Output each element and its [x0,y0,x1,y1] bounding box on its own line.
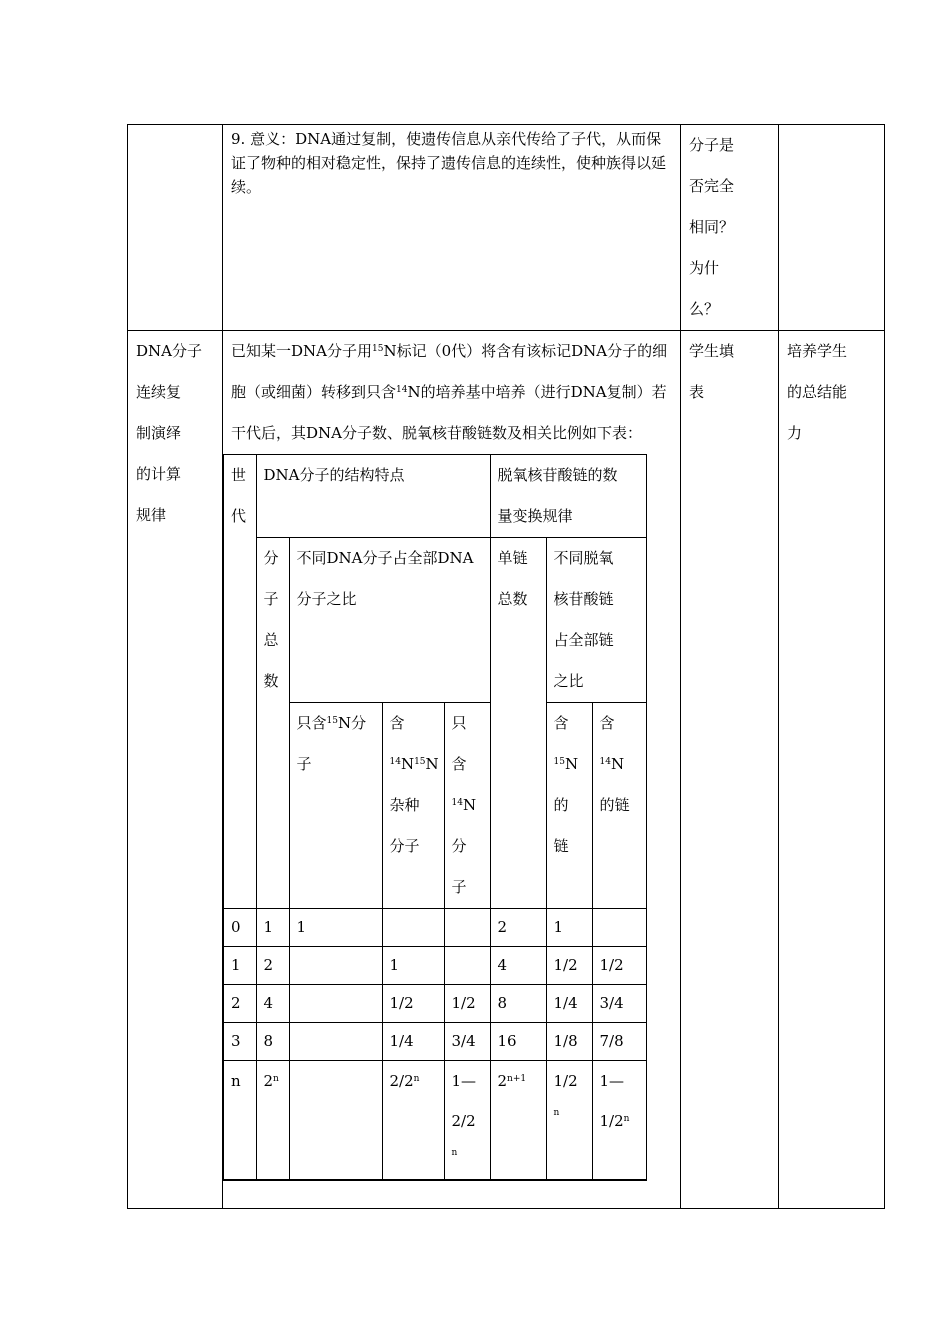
replication-data-table [222,454,647,1181]
header-total-molecules [256,538,289,909]
table-row [223,947,646,985]
header-text: 分 [451,837,467,855]
cell-chains: 2 [490,909,546,947]
header-text: 量变换规律 [497,507,573,525]
header-text: 世 [231,466,247,484]
superscript: n [273,1074,279,1084]
header-text: 的链 [599,796,630,814]
table-row [223,985,646,1023]
header-text: 子 [451,878,467,896]
goal-line: 培养学生 [787,342,848,360]
cell-text: 2/2 [451,1112,476,1130]
cell-ratio15: 1/4 [546,985,592,1023]
cell-generation: 2 [223,985,256,1023]
header-chain-law [490,455,646,538]
header-with-15n [546,703,592,909]
superscript: 14 [389,757,401,767]
section1-goal-cell [779,125,885,331]
header-text: 代 [231,507,247,525]
superscript: n [623,1114,630,1124]
cell-generation: 0 [223,909,256,947]
header-text: 核苷酸链 [553,590,614,608]
section1-content-cell [223,125,681,331]
section1-topic-cell [128,125,223,331]
cell-text: 2 [263,1072,274,1090]
section2-activity-cell [681,331,779,1209]
header-text: 之比 [553,672,584,690]
activity-line: 学生填 [689,342,735,360]
cell-ratio14 [592,1061,646,1181]
header-text: 含 [389,714,405,732]
header-text: 分 [263,549,279,567]
table-row [223,455,646,538]
lesson-plan-table [127,124,885,1209]
cell-total: 2 [256,947,289,985]
superscript: 15 [553,757,565,767]
table-row [223,1023,646,1061]
cell-ratio15: 1 [546,909,592,947]
table-row [223,1061,646,1181]
cell-ratio14: 3/4 [592,985,646,1023]
header-text: N [400,755,415,773]
header-text: 含 [553,714,569,732]
header-text: N [610,755,625,773]
superscript: 15 [372,344,384,354]
question-line: 相同？ [689,218,735,236]
table-row [128,331,885,1209]
cell-generation: 1 [223,947,256,985]
header-text: 链 [553,837,569,855]
cell-total: 1 [256,909,289,947]
topic-line: 连续复 [136,383,182,401]
header-text: 总数 [497,590,528,608]
cell-text: 1— [451,1072,477,1090]
header-text: 不同DNA分子占全部DNA [296,549,474,567]
question-line: 分子是 [689,136,735,154]
cell-only15 [289,1061,382,1181]
cell-only14: 1/2 [444,985,490,1023]
header-molecule-ratio [289,538,490,703]
question-line: 么？ [689,300,720,318]
header-text: N [564,755,579,773]
cell-only15 [289,1023,382,1061]
significance-paragraph: 9. 意义：DNA通过复制，使遗传信息从亲代传给了子代，从而保证了物种的相对稳定性，保持了遗传信息的连续性，使种族得以延续。 [231,130,667,196]
header-text: 单链 [497,549,528,567]
header-only-15n [289,703,382,909]
header-text: N分 [337,714,367,732]
question-line: 为什 [689,259,720,277]
cell-only15 [289,947,382,985]
cell-hybrid: 1/2 [382,985,444,1023]
superscript: 14 [599,757,611,767]
superscript: 15 [326,716,338,726]
cell-only14 [444,1061,490,1181]
header-text: 子 [296,755,312,773]
table-row [223,909,646,947]
header-text: 分子之比 [296,590,357,608]
cell-ratio15: 1/8 [546,1023,592,1061]
replication-intro-paragraph [231,331,674,454]
question-line: 否完全 [689,177,735,195]
cell-text: 1— [599,1072,625,1090]
superscript: 14 [396,385,408,395]
cell-text: n [553,1108,560,1118]
cell-only14 [444,909,490,947]
cell-hybrid: 1/4 [382,1023,444,1061]
cell-text: 2 [497,1072,508,1090]
superscript: n [413,1074,420,1084]
topic-line: 规律 [136,506,167,524]
section2-content-cell [223,331,681,1209]
cell-chains: 8 [490,985,546,1023]
header-text: 含 [599,714,615,732]
section2-goal-cell [779,331,885,1209]
cell-chains: 16 [490,1023,546,1061]
header-text: 的 [553,796,569,814]
cell-hybrid [382,909,444,947]
header-text: 只含 [296,714,327,732]
header-text: 子 [263,590,279,608]
cell-generation: n [223,1061,256,1181]
cell-ratio15: 1/2 [546,947,592,985]
topic-line: 制演绎 [136,424,182,442]
intro-text: N的培养基中培养（进行DNA复制）若干代后，其DNA分子数、脱氧核苷酸链数及相关比例如下表： [231,383,667,442]
header-text: 数 [263,672,279,690]
superscript: 14 [451,798,463,808]
header-text: 占全部链 [553,631,614,649]
cell-total: 4 [256,985,289,1023]
intro-text: 已知某一DNA分子用 [231,342,372,360]
header-text: 含 [451,755,467,773]
cell-total: 8 [256,1023,289,1061]
header-only-14n [444,703,490,909]
header-text: 不同脱氧 [553,549,614,567]
header-text: N [462,796,477,814]
cell-chains: 4 [490,947,546,985]
header-text: 脱氧核苷酸链的数 [497,466,618,484]
header-text: 杂种 [389,796,420,814]
cell-text: 1/2 [553,1072,578,1090]
cell-text: 1/2 [599,1112,624,1130]
goal-line: 力 [787,424,803,442]
intro-text: N标记（0代）将含有该标记DNA分子的细胞（或细菌）转移到只含 [231,342,668,401]
header-single-chain-total [490,538,546,909]
superscript: n+1 [507,1074,527,1084]
header-text: 总 [263,631,279,649]
superscript: 15 [414,757,426,767]
cell-ratio15 [546,1061,592,1181]
cell-only15 [289,985,382,1023]
cell-total [256,1061,289,1181]
table-row [128,125,885,331]
header-text: 只 [451,714,467,732]
header-text: N [425,755,439,773]
cell-text: n [451,1148,458,1158]
cell-chains [490,1061,546,1181]
cell-only14 [444,947,490,985]
topic-line: DNA分子 [136,342,202,360]
cell-text: 2/2 [389,1072,414,1090]
section1-activity-cell [681,125,779,331]
cell-only15: 1 [289,909,382,947]
header-with-14n [592,703,646,909]
topic-line: 的计算 [136,465,182,483]
cell-generation: 3 [223,1023,256,1061]
header-chain-ratio [546,538,646,703]
section2-topic-cell [128,331,223,1209]
cell-only14: 3/4 [444,1023,490,1061]
goal-line: 的总结能 [787,383,848,401]
cell-ratio14 [592,909,646,947]
header-structure: DNA分子的结构特点 [256,455,490,538]
header-text: 分子 [389,837,420,855]
cell-ratio14: 1/2 [592,947,646,985]
header-generation [223,455,256,909]
cell-ratio14: 7/8 [592,1023,646,1061]
cell-hybrid [382,1061,444,1181]
cell-hybrid: 1 [382,947,444,985]
header-hybrid [382,703,444,909]
activity-line: 表 [689,383,705,401]
table-row [223,538,646,703]
